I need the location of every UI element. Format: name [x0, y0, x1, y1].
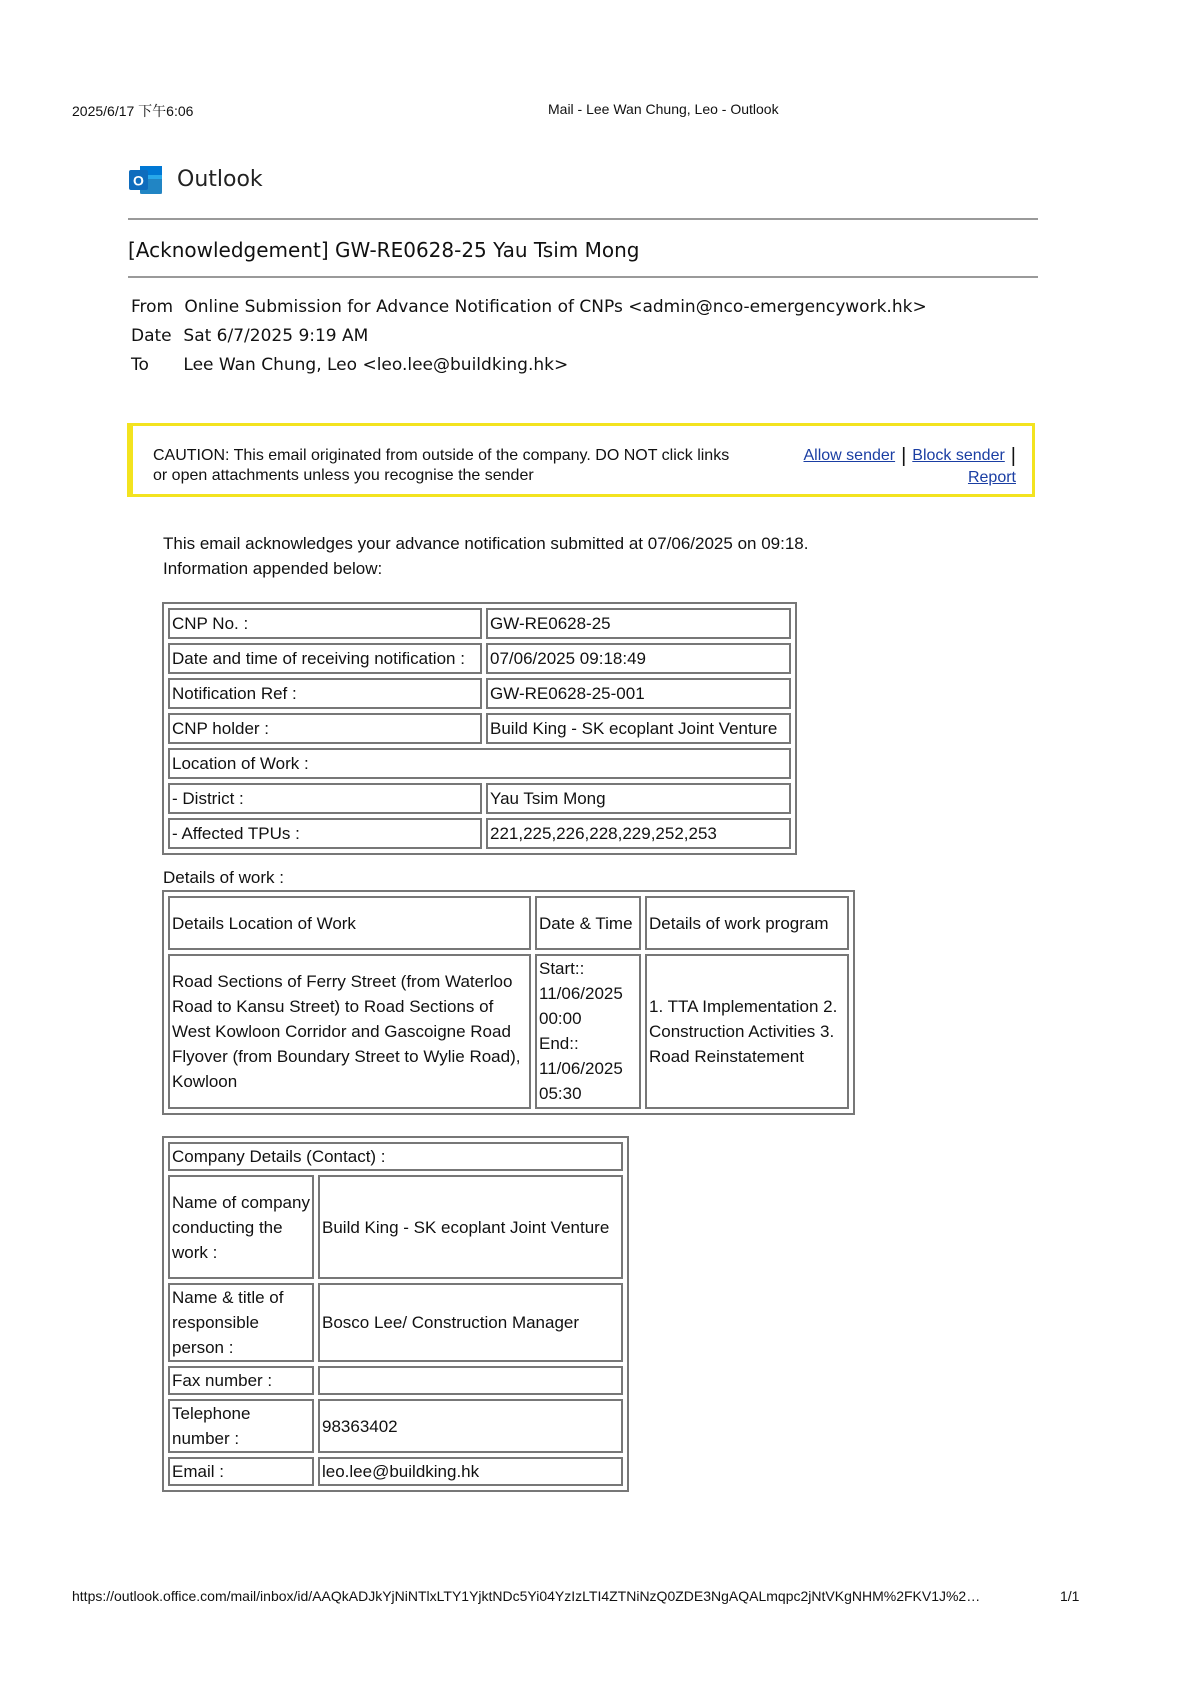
details-label: Details of work : — [163, 868, 284, 887]
cell-value: 221,225,226,228,229,252,253 — [486, 818, 791, 849]
end-label: End:: — [539, 1034, 579, 1053]
work-program-cell: 1. TTA Implementation 2. Construction Activities 3. Road Reinstatement — [645, 954, 849, 1109]
cell-label: Fax number : — [168, 1366, 314, 1395]
caution-line: or open attachments unless you recognise the sender — [153, 467, 534, 484]
date-label: Date — [131, 326, 172, 346]
cell-value — [318, 1366, 623, 1395]
table-row — [168, 713, 791, 744]
cell-label: - Affected TPUs : — [168, 818, 482, 849]
logo-letter: O — [133, 172, 144, 189]
table-row — [168, 1399, 623, 1453]
column-header: Date & Time — [535, 896, 641, 950]
to-row — [131, 355, 568, 375]
notification-table — [162, 602, 797, 855]
cell-value[interactable]: leo.lee@buildking.hk — [318, 1457, 623, 1486]
work-datetime-cell — [535, 954, 641, 1109]
table-row — [168, 678, 791, 709]
intro-line: Information appended below: — [163, 559, 383, 578]
table-row — [168, 1142, 623, 1171]
to-value[interactable]: Lee Wan Chung, Leo <leo.lee@buildking.hk> — [183, 355, 569, 375]
table-row — [168, 783, 791, 814]
caution-line: CAUTION: This email originated from outside of the company. DO NOT click links — [153, 447, 730, 464]
report-link[interactable]: Report — [967, 469, 1016, 486]
cell-label: Email : — [168, 1457, 314, 1486]
table-row — [168, 1366, 623, 1395]
column-header: Details Location of Work — [168, 896, 531, 950]
from-row — [131, 297, 927, 317]
intro-line: This email acknowledges your advance notification submitted at 07/06/2025 on 09:18. — [163, 534, 809, 553]
from-label: From — [131, 297, 174, 317]
table-header-row — [168, 896, 849, 950]
app-name: Outlook — [177, 167, 263, 192]
cell-label: Notification Ref : — [168, 678, 482, 709]
separator: | — [1010, 445, 1016, 467]
date-value: Sat 6/7/2025 9:19 AM — [183, 326, 369, 346]
print-date: 2025/6/17 下午6:06 — [72, 103, 194, 119]
cell-label: CNP holder : — [168, 713, 482, 744]
cell-label: - District : — [168, 783, 482, 814]
end-date: 11/06/2025 — [539, 1059, 623, 1078]
cell-value: 98363402 — [318, 1399, 623, 1453]
table-row — [168, 1175, 623, 1279]
intro-text — [163, 531, 808, 581]
cell-label: Telephone number : — [168, 1399, 314, 1453]
cell-value: Build King - SK ecoplant Joint Venture — [486, 713, 791, 744]
start-date: 11/06/2025 — [539, 984, 623, 1003]
cell-label: Location of Work : — [168, 748, 791, 779]
table-row — [168, 1457, 623, 1486]
cell-value: Yau Tsim Mong — [486, 783, 791, 814]
table-row — [168, 954, 849, 1109]
print-footer-url: https://outlook.office.com/mail/inbox/id/AAQkADJkYjNiNTlxLTY1YjktNDc5Yi04YzIzLTI4ZTNiNzQ0ZDE3NgAQALmqpc2jNtVKgNHM%2FKV1J%2… — [72, 1588, 981, 1604]
caution-actions — [776, 445, 1016, 488]
cell-value: 07/06/2025 09:18:49 — [486, 643, 791, 674]
table-row — [168, 1283, 623, 1362]
table-row — [168, 818, 791, 849]
company-table — [162, 1136, 629, 1492]
print-title: Mail - Lee Wan Chung, Leo - Outlook — [548, 101, 779, 117]
cell-value: Bosco Lee/ Construction Manager — [318, 1283, 623, 1362]
allow-sender-link[interactable]: Allow sender — [803, 447, 896, 464]
divider — [128, 218, 1038, 220]
caution-text — [153, 446, 773, 486]
from-value[interactable]: Online Submission for Advance Notification of CNPs <admin@nco-emergencywork.hk> — [184, 297, 927, 317]
table-row — [168, 748, 791, 779]
start-label: Start:: — [539, 959, 585, 978]
caution-banner — [127, 423, 1035, 497]
cell-label: CNP No. : — [168, 608, 482, 639]
cell-value: Build King - SK ecoplant Joint Venture — [318, 1175, 623, 1279]
company-table-title: Company Details (Contact) : — [168, 1142, 623, 1171]
table-row — [168, 643, 791, 674]
cell-value: GW-RE0628-25-001 — [486, 678, 791, 709]
email-subject: [Acknowledgement] GW-RE0628-25 Yau Tsim Mong — [128, 238, 640, 262]
divider — [128, 276, 1038, 278]
to-label: To — [131, 355, 149, 375]
date-row — [131, 326, 368, 346]
cell-label: Name of company conducting the work : — [168, 1175, 314, 1279]
separator: | — [901, 445, 907, 467]
cell-label: Date and time of receiving notification : — [168, 643, 482, 674]
print-footer-page: 1/1 — [1060, 1588, 1080, 1604]
work-location-cell: Road Sections of Ferry Street (from Waterloo Road to Kansu Street) to Road Sections of West Kowloon Corridor and Gascoigne Road Flyover (from Boundary Street to Wylie Road), Kowloon — [168, 954, 531, 1109]
table-row — [168, 608, 791, 639]
cell-label: Name & title of responsible person : — [168, 1283, 314, 1362]
end-time: 05:30 — [539, 1084, 582, 1103]
column-header: Details of work program — [645, 896, 849, 950]
cell-value: GW-RE0628-25 — [486, 608, 791, 639]
outlook-logo-icon — [128, 164, 164, 196]
start-time: 00:00 — [539, 1009, 582, 1028]
work-table — [162, 890, 855, 1115]
block-sender-link[interactable]: Block sender — [912, 447, 1005, 464]
